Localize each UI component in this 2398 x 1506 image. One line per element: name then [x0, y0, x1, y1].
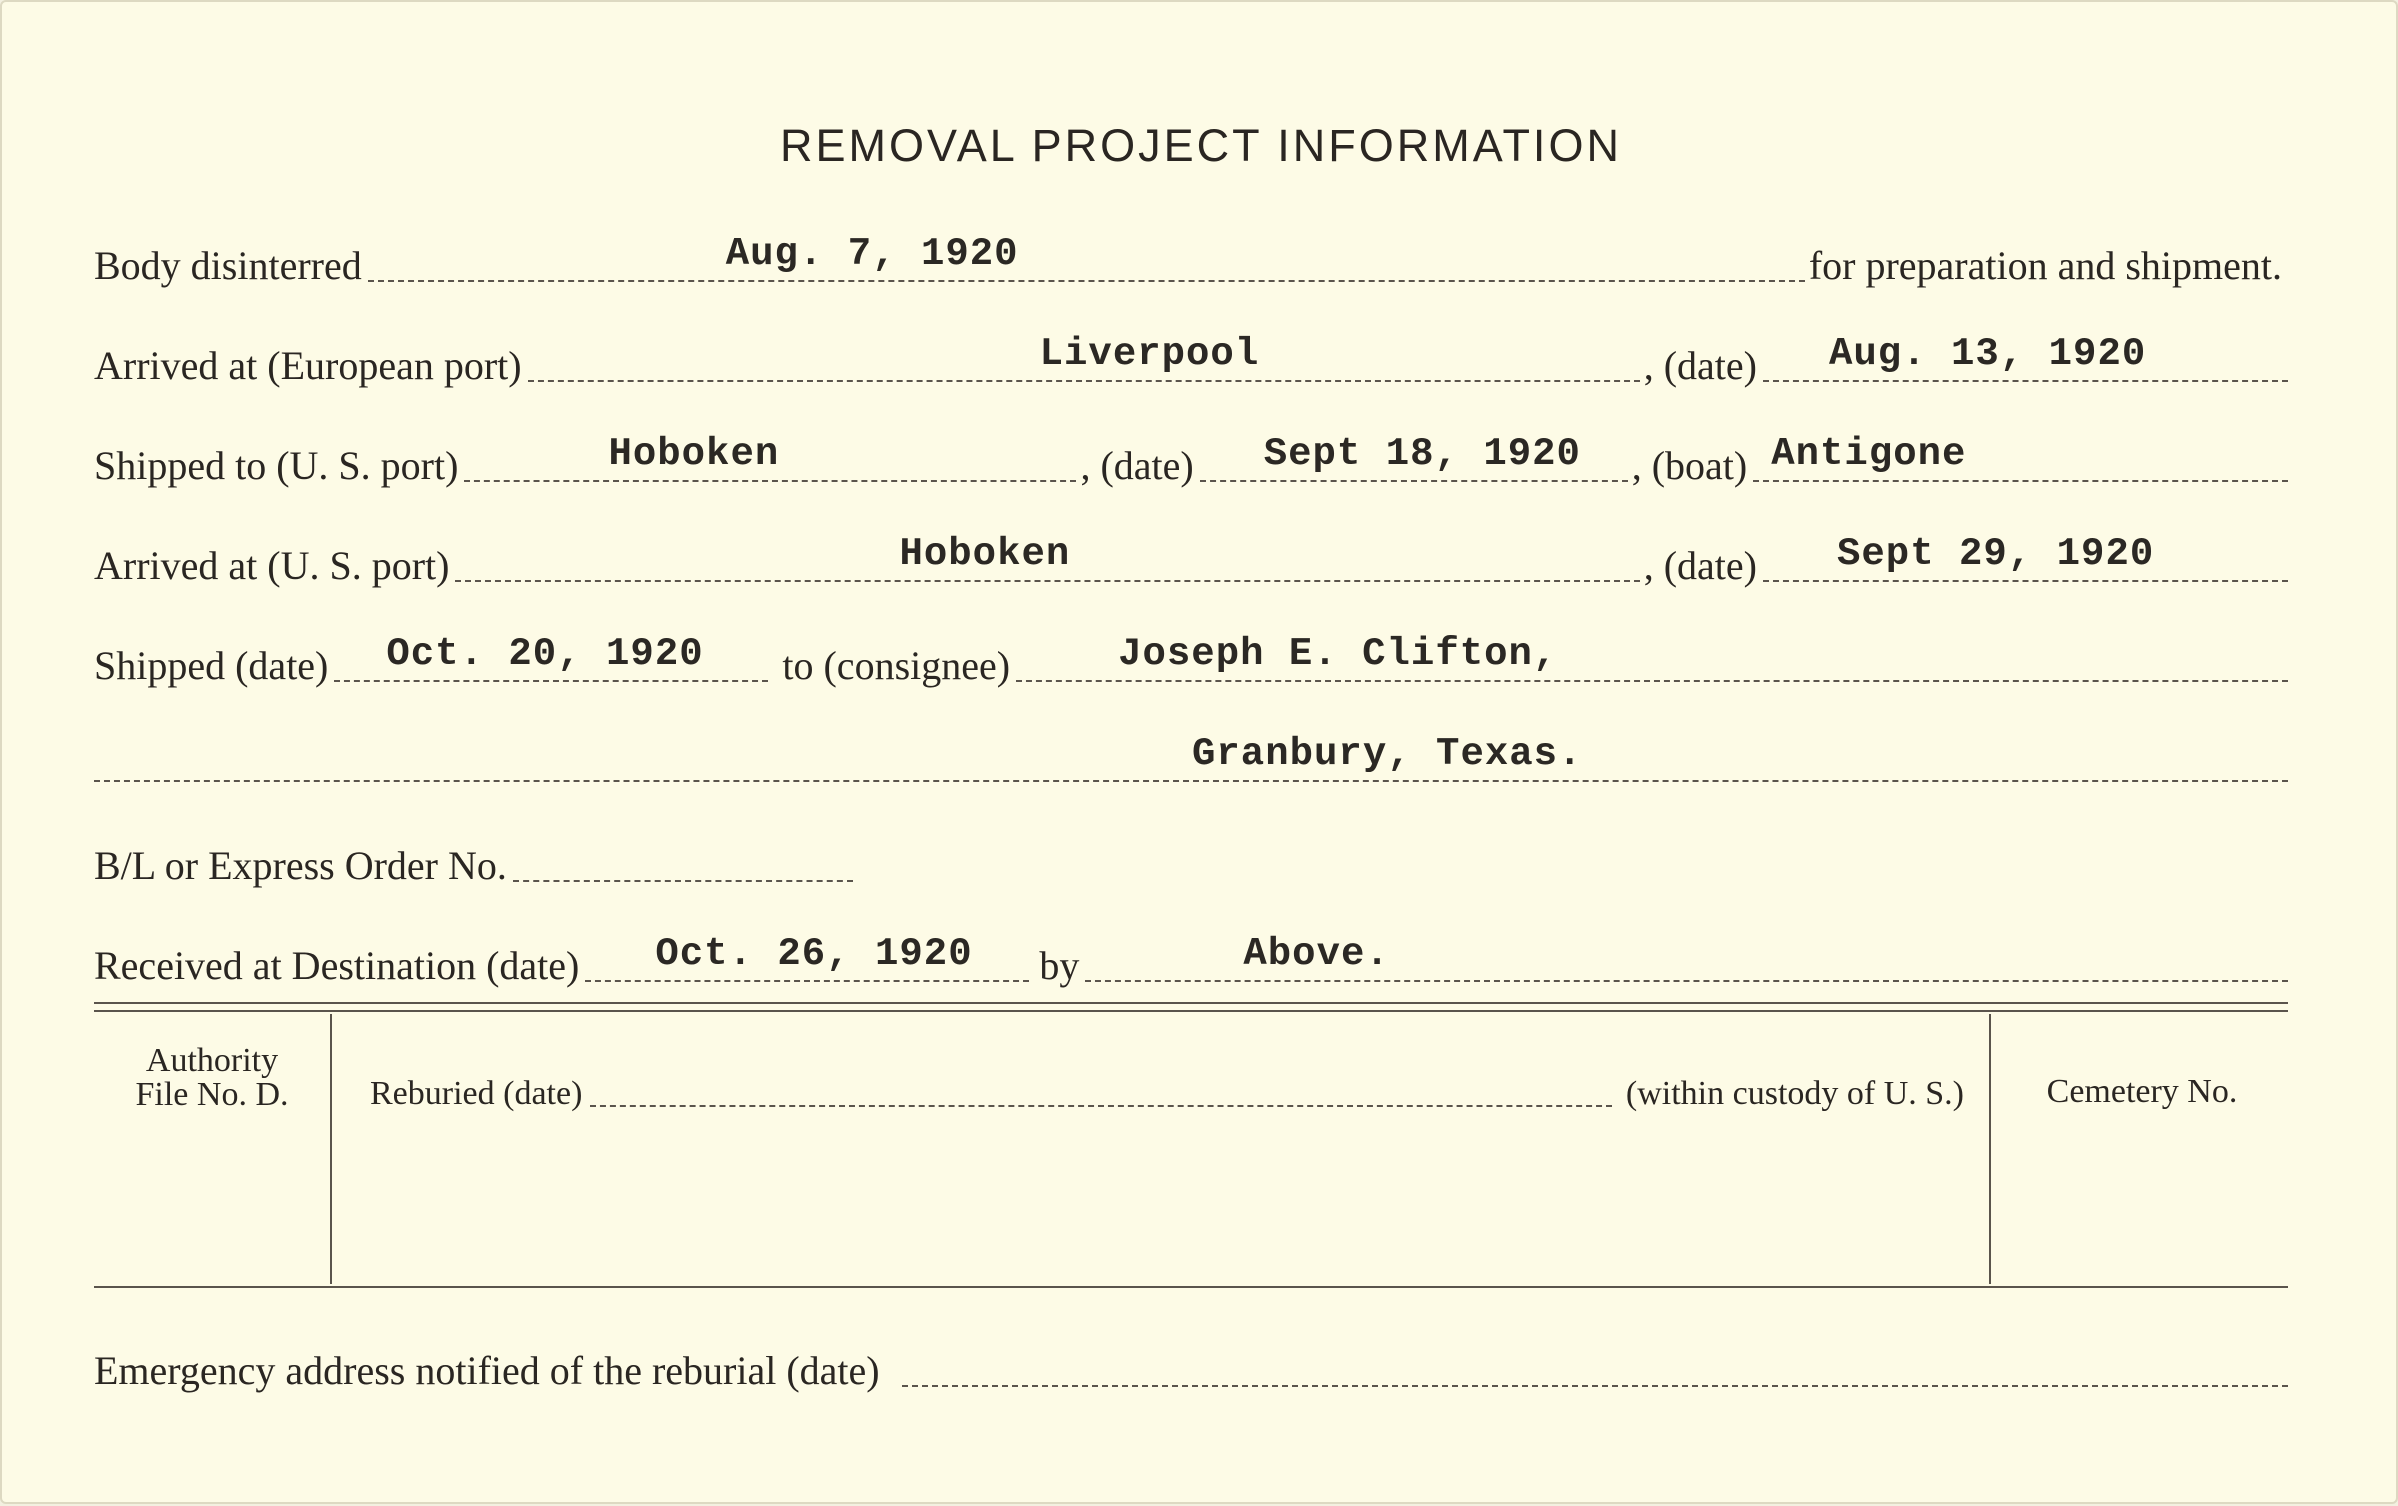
shipped-us-row: [94, 432, 2288, 490]
bl-order-field[interactable]: [513, 832, 853, 882]
received-label: Received at Destination (date): [94, 943, 580, 988]
consignee-value: Joseph E. Clifton,: [1118, 632, 1558, 676]
european-port-value: Liverpool: [1039, 332, 1260, 376]
boat-value: Antigone: [1771, 432, 1967, 476]
arrived-us-date-label: , (date): [1643, 543, 1757, 588]
arrived-us-label: Arrived at (U. S. port): [94, 543, 450, 588]
arrived-european-label: Arrived at (European port): [94, 343, 522, 388]
shipped-us-date-label: , (date): [1080, 443, 1194, 488]
body-disinterred-row: [94, 232, 2288, 290]
consignee-address-field[interactable]: [94, 732, 2288, 782]
body-disinterred-value: Aug. 7, 1920: [725, 232, 1019, 276]
shipped-date-field[interactable]: [334, 632, 768, 682]
received-row: [94, 932, 2288, 990]
shipped-date-value: Oct. 20, 1920: [386, 632, 704, 676]
received-by-label: by: [1039, 943, 1080, 988]
arrived-european-date-value: Aug. 13, 1920: [1829, 332, 2147, 376]
arrived-us-date-field[interactable]: [1763, 532, 2288, 582]
received-date-field[interactable]: [585, 932, 1029, 982]
us-port-field[interactable]: [464, 432, 1076, 482]
shipped-us-date-value: Sept 18, 1920: [1263, 432, 1581, 476]
shipped-us-label: Shipped to (U. S. port): [94, 443, 459, 488]
consignee-label: to (consignee): [782, 643, 1011, 688]
emergency-date-field[interactable]: [902, 1337, 2288, 1387]
shipped-row: [94, 632, 2288, 690]
arrived-us-port-value: Hoboken: [899, 532, 1071, 576]
cemetery-cell: Cemetery No.: [2046, 1073, 2238, 1110]
consignee-field[interactable]: [1016, 632, 2288, 682]
table-bottom-rule: [94, 1286, 2288, 1288]
table-divider-left: [330, 1014, 332, 1284]
reburied-suffix: (within custody of U. S.): [1625, 1075, 1964, 1112]
received-by-value: Above.: [1243, 932, 1390, 976]
reburied-date-field[interactable]: [590, 1075, 1612, 1107]
table-top-rule: [94, 1002, 2288, 1004]
authority-cell: [94, 1044, 330, 1112]
body-disinterred-suffix: for preparation and shipment.: [1808, 243, 2282, 288]
bl-order-row: [94, 832, 2288, 890]
consignee-address-row: [94, 732, 2288, 790]
card-title: REMOVAL PROJECT INFORMATION: [780, 120, 1622, 171]
body-disinterred-field[interactable]: [368, 232, 1805, 282]
arrived-us-date-value: Sept 29, 1920: [1837, 532, 2155, 576]
us-port-value: Hoboken: [608, 432, 780, 476]
bl-order-label: B/L or Express Order No.: [94, 843, 507, 888]
table-divider-right: [1989, 1014, 1991, 1284]
table-top-rule-inner: [94, 1010, 2288, 1012]
body-disinterred-label: Body disinterred: [94, 243, 362, 288]
arrived-us-port-field[interactable]: [455, 532, 1639, 582]
arrived-european-date-field[interactable]: [1763, 332, 2288, 382]
arrived-european-date-label: , (date): [1643, 343, 1757, 388]
reburied-cell: [370, 1075, 1964, 1111]
authority-line2: File No. D.: [135, 1076, 289, 1113]
shipped-us-date-field[interactable]: [1200, 432, 1628, 482]
received-date-value: Oct. 26, 1920: [655, 932, 973, 976]
arrived-us-row: [94, 532, 2288, 590]
authority-line1: Authority: [145, 1042, 279, 1079]
received-by-field[interactable]: [1085, 932, 2288, 982]
shipped-label: Shipped (date): [94, 643, 329, 688]
consignee-address-value: Granbury, Texas.: [1192, 732, 1583, 776]
boat-field[interactable]: [1753, 432, 2288, 482]
european-port-field[interactable]: [528, 332, 1640, 382]
arrived-european-row: [94, 332, 2288, 390]
emergency-row: [94, 1337, 2288, 1395]
emergency-label: Emergency address notified of the reburial (date): [94, 1348, 880, 1393]
reburied-label: Reburied (date): [370, 1075, 583, 1112]
shipped-us-boat-label: , (boat): [1631, 443, 1748, 488]
